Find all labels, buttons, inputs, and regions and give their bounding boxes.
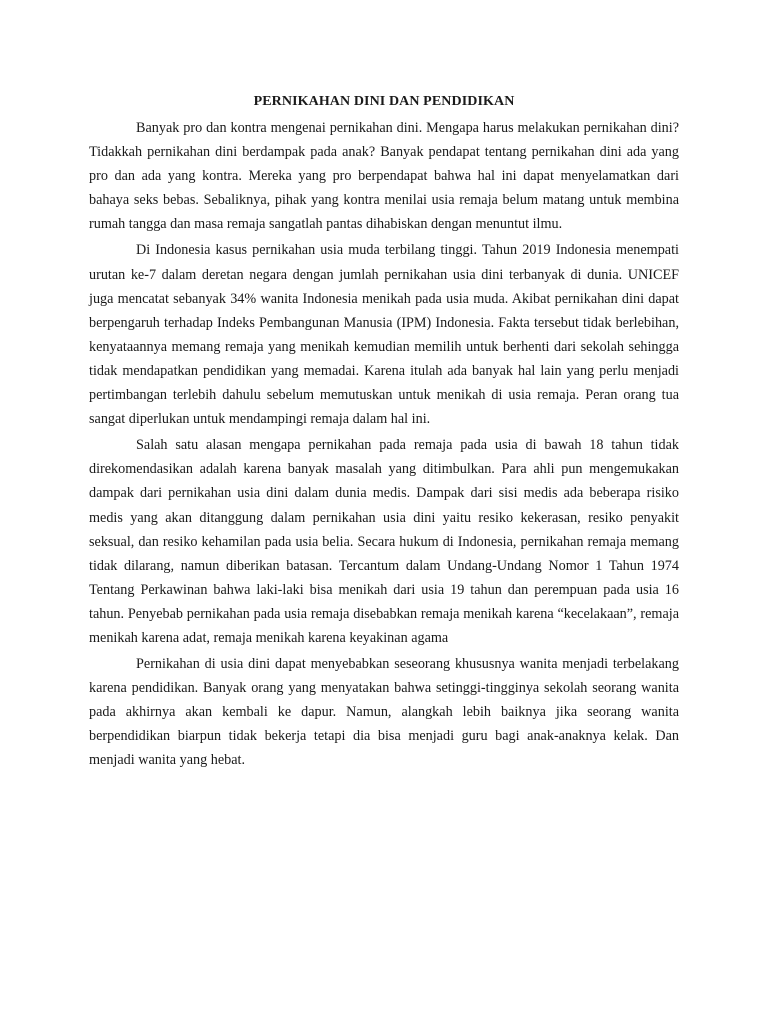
paragraph-3: Salah satu alasan mengapa pernikahan pada remaja pada usia di bawah 18 tahun tidak direkomendasikan adalah karena banyak masalah yang ditimbulkan. Para ahli pun mengemukakan dampak dari pernikahan usia dini dalam dunia medis. Dampak dari sisi medis ada beberapa risiko medis yang akan ditanggung dalam pernikahan usia dini yaitu resiko kekerasan, resiko penyakit seksual, dan resiko kehamilan pada usia belia. Secara hukum di Indonesia, pernikahan remaja memang tidak dilarang, namun diberikan batasan. Tercantum dalam Undang-Undang Nomor 1 Tahun 1974 Tentang Perkawinan bahwa laki-laki bisa menikah dari usia 19 tahun dan perempuan pada usia 16 tahun. Penyebab pernikahan pada usia remaja disebabkan remaja menikah karena “kecelakaan”, remaja menikah karena adat, remaja menikah karena keyakinan agama [89, 437, 679, 646]
paragraph-2: Di Indonesia kasus pernikahan usia muda terbilang tinggi. Tahun 2019 Indonesia menempati urutan ke-7 dalam deretan negara dengan jumlah pernikahan usia dini terbanyak di dunia. UNICEF juga mencatat sebanyak 34% wanita Indonesia menikah pada usia muda. Akibat pernikahan dini dapat berpengaruh terhadap Indeks Pembangunan Manusia (IPM) Indonesia. Fakta tersebut tidak berlebihan, kenyataannya memang remaja yang menikah kemudian memilih untuk berhenti dari sekolah sehingga tidak mendapatkan pendidikan yang memadai. Karena itulah ada banyak hal lain yang perlu menjadi pertimbangan terlebih dahulu sebelum memutuskan untuk menikah di usia remaja. Peran orang tua sangat diperlukan untuk mendampingi remaja dalam hal ini. [89, 242, 679, 428]
paragraph-1: Banyak pro dan kontra mengenai pernikahan dini. Mengapa harus melakukan pernikahan dini? Tidakkah pernikahan dini berdampak pada anak? Banyak pendapat tentang pernikahan dini ada yang pro dan ada yang kontra. Mereka yang pro berpendapat bahwa hal ini dapat menyelamatkan dari bahaya seks bebas. Sebaliknya, pihak yang kontra menilai usia remaja belum matang untuk membina rumah tangga dan masa remaja sangatlah pantas dihabiskan dengan menuntut ilmu. [89, 120, 679, 233]
document-title: PERNIKAHAN DINI DAN PENDIDIKAN [253, 94, 515, 109]
paragraph-4: Pernikahan di usia dini dapat menyebabkan seseorang khususnya wanita menjadi terbelakang karena pendidikan. Banyak orang yang menyatakan bahwa setinggi-tingginya sekolah seorang wanita pada akhirnya akan kembali ke dapur. Namun, alangkah lebih baiknya jika seorang wanita berpendidikan biarpun tidak bekerja tetapi dia bisa menjadi guru bagi anak-anaknya kelak. Dan menjadi wanita yang hebat. [89, 656, 679, 769]
document-body [89, 90, 679, 775]
